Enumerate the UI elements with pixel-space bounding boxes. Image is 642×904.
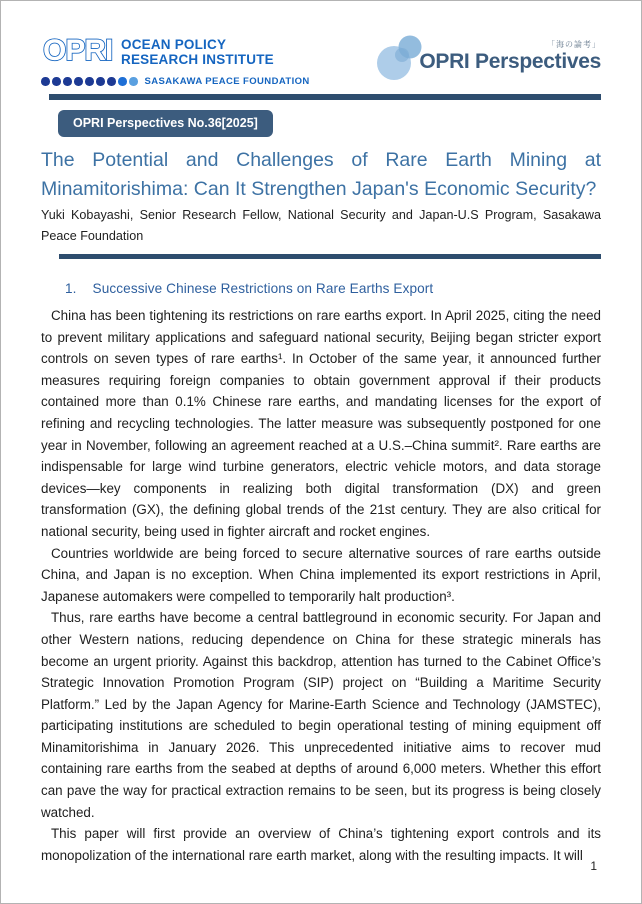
- page-number: 1: [590, 859, 597, 873]
- article-body: [1, 146, 641, 866]
- institute-name-line1: OCEAN POLICY: [121, 36, 227, 52]
- institute-name-line2: RESEARCH INSTITUTE: [121, 51, 274, 67]
- paragraph-3: Thus, rare earths have become a central battleground in economic security. For Japan and other Western nations, reducing dependence on China for these strategic minerals has become an urgent priority. Against this backdrop, attention has turned to the Cabinet Office’s Strategic Innovation Promotion Program (SIP) project on “Building a Maritime Security Platform.” Led by the Japan Agency for Marine-Earth Science and Technology (JAMSTEC), participating institutions are scheduled to begin operational testing of mining equipment off Minamitorishima in January 2026. This unprecedented initiative aims to recover mud containing rare earths from the seabed at depths of around 6,000 meters. Whether this effort can pave the way for practical extraction remains to be seen, but its progress is being closely watched.: [41, 610, 601, 820]
- section-1-title: Successive Chinese Restrictions on Rare Earths Export: [92, 281, 434, 296]
- paragraph-4: This paper will first provide an overview of China’s tightening export controls and its monopolization of the international rare earth market, along with the resulting impacts. It will: [41, 826, 601, 863]
- page-header: [1, 1, 641, 137]
- section-1-heading: [65, 281, 601, 296]
- author-line: Yuki Kobayashi, Senior Research Fellow, National Security and Japan-U.S Program, Sasakawa Peace Foundation: [41, 208, 601, 243]
- paragraph-1: China has been tightening its restrictions on rare earths export. In April 2025, citing the need to prevent military applications and safeguard national security, Beijing began stricter export controls on seven types of rare earths¹. In October of the same year, it announced further measures requiring foreign companies to obtain government approval if their products contained more than 0.1% Chinese rare earths, and mandating licenses for the export of refining and recycling technologies. The latter measure was subsequently postponed for one year in November, following an agreement reached at a U.S.–China summit². Rare earths are indispensable for large wind turbine generators, electric vehicle motors, and data storage devices—key components in realizing both digital transformation (DX) and green transformation (GX), the defining global trends of the 21st century. They are also critical for national security, being used in fighter aircraft and rocket engines.: [41, 308, 601, 539]
- section-1-number: 1.: [65, 281, 77, 296]
- svg-text:OPRI: OPRI: [43, 34, 113, 66]
- perspectives-japanese-tagline: 「海の論考」: [547, 40, 601, 49]
- header-rule: [49, 94, 601, 100]
- article-title: The Potential and Challenges of Rare Earth Mining at Minamitorishima: Can It Strengthen Japan's Economic Security?: [41, 149, 601, 200]
- opri-perspectives-logo: [375, 34, 601, 89]
- title-divider-rule: [59, 254, 601, 259]
- paragraph-2: Countries worldwide are being forced to secure alternative sources of rare earths outside China, and Japan is no exception. When China implemented its export restrictions in April, Japanese automakers were compelled to temporarily halt production³.: [41, 545, 601, 604]
- opri-institute-logo: [41, 32, 310, 87]
- institute-name: [121, 37, 274, 67]
- foundation-name: SASAKAWA PEACE FOUNDATION: [144, 76, 310, 87]
- opri-logo-icon: [41, 32, 113, 71]
- perspectives-wordmark: OPRI Perspectives: [419, 50, 601, 73]
- issue-number-badge: OPRI Perspectives No.36[2025]: [58, 110, 273, 137]
- foundation-dots-icon: [41, 77, 138, 86]
- bubbles-icon: [375, 34, 425, 89]
